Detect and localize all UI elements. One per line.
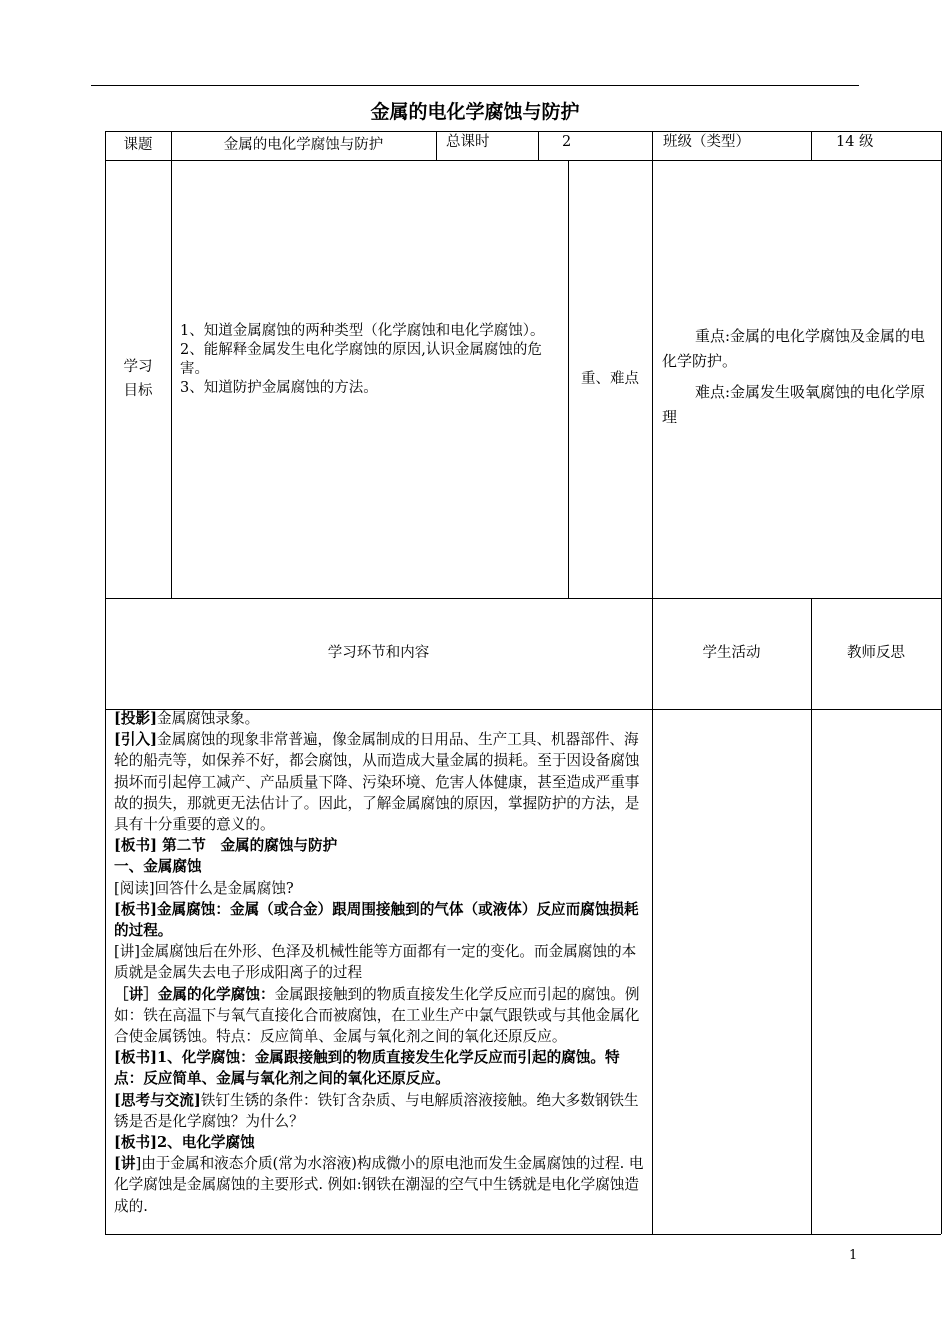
label-topic: 课题: [123, 137, 153, 153]
key-difficult-points: [662, 324, 937, 436]
objectives-list: [180, 322, 563, 398]
difficult-point: 难点:金属发生吸氧腐蚀的电化学原理: [662, 383, 926, 426]
content-line: [讲]金属腐蚀后在外形、色泽及机械性能等方面都有一定的变化。而金属腐蚀的本质就是金属失去电子形成阳离子的过程: [114, 943, 637, 982]
content-line: [阅读]回答什么是金属腐蚀?: [114, 879, 294, 897]
hours-value: 2: [562, 134, 572, 150]
content-line: 一、金属腐蚀: [114, 858, 202, 876]
class-value: 14 级: [836, 134, 874, 150]
objective-item: 3、知道防护金属腐蚀的方法。: [180, 380, 378, 396]
content-line: [板书]2、电化学腐蚀: [114, 1134, 255, 1152]
objective-item: 2、能解释金属发生电化学腐蚀的原因,认识金属腐蚀的危害。: [180, 342, 542, 377]
header-student-activity: 学生活动: [702, 645, 761, 661]
label-objectives: 学习 目标: [123, 359, 153, 399]
objective-item: 1、知道金属腐蚀的两种类型（化学腐蚀和电化学腐蚀）。: [180, 323, 545, 339]
label-key-difficult: 重、难点: [581, 370, 639, 387]
content-line: [思考与交流]铁钉生锈的条件：铁钉含杂质、与电解质溶液接触。绝大多数钢铁生锈是否是化学腐蚀？为什么？: [114, 1091, 639, 1130]
header-teacher-reflection: 教师反思: [847, 645, 905, 661]
content-line: [板书]金属腐蚀：金属（或合金）跟周围接触到的气体（或液体）反应而腐蚀损耗的过程。: [114, 900, 639, 940]
content-line: ［讲］金属的化学腐蚀：金属跟接触到的物质直接发生化学反应而引起的腐蚀。例如：铁在高温下与氧气直接化合而被腐蚀，在工业生产中氯气跟铁或与其他金属化合使金属锈蚀。特点：反应简单、金属与氧化剂之间的氧化还原反应。: [114, 985, 640, 1046]
header-content: 学习环节和内容: [327, 645, 430, 661]
content-line: [板书]1、化学腐蚀：金属跟接触到的物质直接发生化学反应而引起的腐蚀。特点：反应简单、金属与氧化剂之间的氧化还原反应。: [114, 1049, 620, 1088]
content-line: [引入]金属腐蚀的现象非常普遍，像金属制成的日用品、生产工具、机器部件、海轮的船壳等，如保养不好，都会腐蚀，从而造成大量金属的损耗。至于因设备腐蚀损坏而引起停工减产、产品质量下降、污染环境、危害人体健康，甚至造成严重事故的损失，那就更无法估计了。因此，了解金属腐蚀的原因，掌握防护的方法，是具有十分重要的意义的。: [114, 731, 640, 834]
label-hours: 总课时: [446, 134, 490, 150]
header-rule: [91, 85, 859, 86]
page-title: 金属的电化学腐蚀与防护: [370, 101, 580, 123]
topic-value: 金属的电化学腐蚀与防护: [223, 137, 384, 153]
label-class: 班级（类型）: [663, 134, 750, 150]
content-line: [板书] 第二节 金属的腐蚀与防护: [114, 837, 338, 855]
content-line: [投影]金属腐蚀录象。: [114, 710, 260, 727]
content-line: [讲]由于金属和液态介质(常为水溶液)构成微小的原电池而发生金属腐蚀的过程. 电化学腐蚀是金属腐蚀的主要形式. 例如:钢铁在潮湿的空气中生锈就是电化学腐蚀造成的.: [114, 1155, 644, 1215]
page-number: 1: [849, 1248, 858, 1263]
lesson-content: [114, 708, 648, 1217]
key-point: 重点:金属的电化学腐蚀及金属的电化学防护。: [662, 327, 926, 370]
